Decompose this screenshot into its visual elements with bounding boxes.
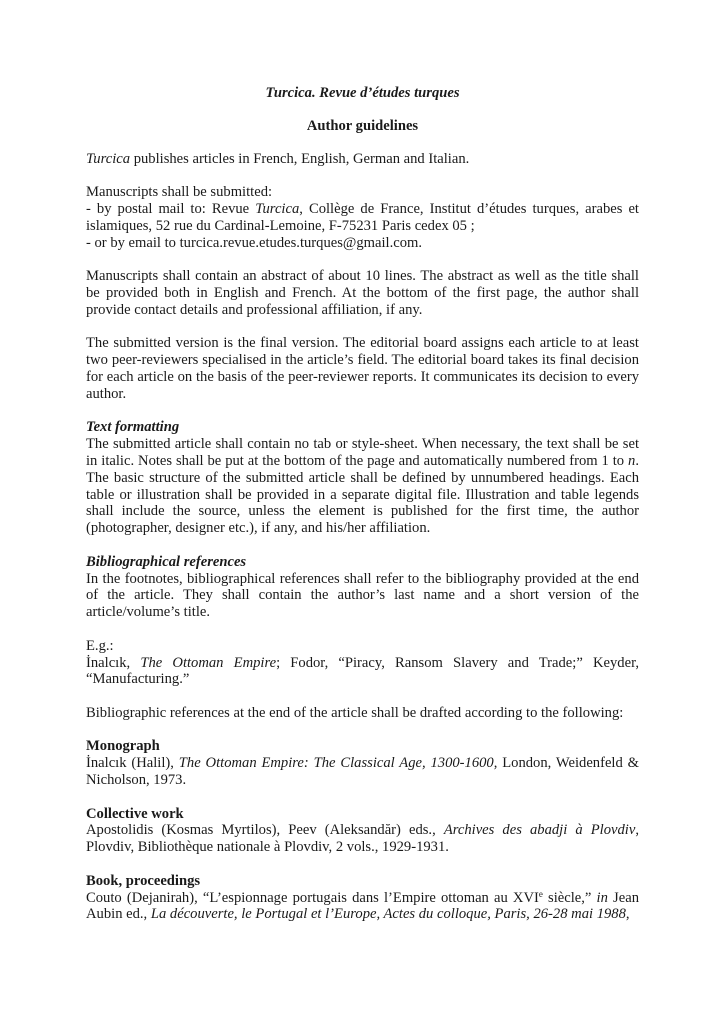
collective-a: Apostolidis (Kosmas Myrtilos), Peev (Aleksandăr) eds., (86, 822, 444, 839)
collective-b: , Plovdiv, Bibliothèque nationale à Plovdiv, 2 vols., 1929-1931. (86, 822, 639, 856)
monograph-entry (86, 755, 639, 789)
monograph-section (86, 738, 639, 788)
proceedings-a: Couto (Dejanirah), “L’espionnage portugais dans l’Empire ottoman au XVI (86, 889, 539, 906)
collective-heading: Collective work (86, 805, 184, 822)
proceedings-heading: Book, proceedings (86, 872, 201, 889)
postal-text-b: , Collège de France, Institut d’études turques, arabes et islamiques, 52 rue du Cardinal-Lemoine, F-75231 Paris cedex 05 ; (86, 200, 639, 234)
proceedings-section (86, 873, 639, 923)
example-label: E.g.: (86, 637, 114, 654)
proceedings-b: siècle,” (542, 889, 597, 906)
monograph-title: The Ottoman Empire: The Classical Age, 1300-1600 (178, 755, 494, 772)
tf-body-b: . The basic structure of the submitted article shall be defined by unnumbered headings. Each table or illustration shall be provided in a separate digital file. Illustration and table legends shall include the source, unless the element is published for the first time, the author (photographer, designer etc.), if any, and his/her affiliation. (86, 452, 639, 537)
bibliography-end-paragraph: Bibliographic references at the end of the article shall be drafted according to the following: (86, 704, 624, 721)
submission-email: - or by email to turcica.revue.etudes.turques@gmail.com. (86, 234, 423, 251)
proceedings-title: La découverte, le Portugal et l’Europe, Actes du colloque, Paris, 26-28 mai 1988 (150, 906, 626, 923)
postal-text-a: - by postal mail to: Revue (86, 200, 256, 217)
proceedings-sup: e (538, 888, 543, 899)
proceedings-entry (86, 890, 639, 924)
intro-paragraph (86, 151, 639, 168)
submission-postal (86, 201, 639, 235)
submission-lead: Manuscripts shall be submitted: (86, 184, 273, 201)
page-subtitle: Author guidelines (306, 117, 419, 134)
example-title: The Ottoman Empire (140, 654, 277, 671)
bibliography-body: In the footnotes, bibliographical references shall refer to the bibliography provided at the end of the article. They shall contain the author’s last name and a short version of the article/volume’s title. (86, 570, 639, 621)
intro-text: publishes articles in French, English, German and Italian. (130, 150, 470, 167)
text-formatting-body (86, 436, 639, 537)
collective-title: Archives des abadji à Plovdiv (443, 822, 636, 839)
example-b: ; Fodor, “Piracy, Ransom Slavery and Trade;” Keyder, “Manufacturing.” (86, 654, 639, 688)
postal-journal: Turcica (255, 200, 300, 217)
collective-section (86, 806, 639, 856)
tf-body-a: The submitted article shall contain no tab or style-sheet. When necessary, the text shall be set in italic. Notes shall be put at the bottom of the page and automatically numbered from 1 to (86, 436, 639, 469)
monograph-b: , London, Weidenfeld & Nicholson, 1973. (86, 755, 639, 789)
example-block (86, 638, 639, 688)
proceedings-d: , (625, 906, 630, 923)
review-paragraph: The submitted version is the final version. The editorial board assigns each article to at least two peer-reviewers specialised in the article’s field. The editorial board takes its final decision for each article on the basis of the peer-reviewer reports. It communicates its decision to every author. (86, 335, 639, 402)
example-a: İnalcık, (86, 654, 141, 671)
submission-section (86, 184, 639, 251)
tf-body-n: n (628, 452, 636, 469)
journal-name: Turcica (86, 150, 131, 167)
monograph-heading: Monograph (86, 738, 160, 755)
bibliography-section (86, 554, 639, 621)
collective-entry (86, 822, 639, 856)
monograph-a: İnalcık (Halil), (86, 755, 179, 772)
journal-title: Turcica. Revue d’études turques (265, 85, 460, 101)
proceedings-in: in (596, 889, 608, 906)
text-formatting-heading: Text formatting (86, 419, 180, 436)
proceedings-c: Jean Aubin ed., (86, 889, 639, 923)
abstract-paragraph: Manuscripts shall contain an abstract of about 10 lines. The abstract as well as the title shall be provided both in English and French. At the bottom of the first page, the author shall provide contact details and professional affiliation, if any. (86, 268, 639, 318)
example-text (86, 655, 639, 689)
bibliography-heading: Bibliographical references (86, 553, 247, 570)
text-formatting-section (86, 419, 639, 537)
